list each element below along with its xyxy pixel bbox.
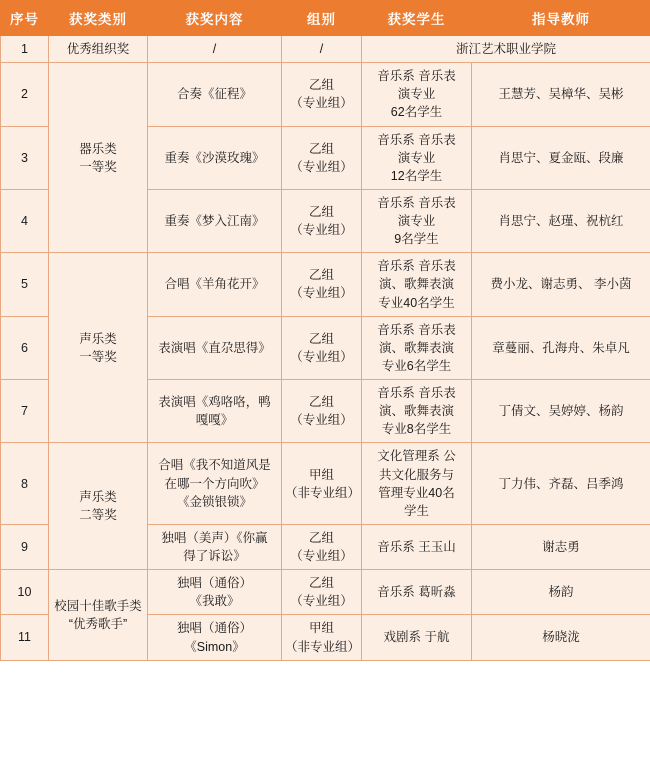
cell-award-content: 合唱《羊角花开》 (148, 253, 282, 316)
column-header-1: 获奖类别 (49, 1, 148, 36)
cell-group: 甲组 （非专业组） (282, 615, 362, 660)
cell-students: 音乐系 葛昕淼 (362, 570, 472, 615)
cell-group: 乙组 （专业组） (282, 570, 362, 615)
cell-sequence: 9 (1, 524, 49, 569)
column-header-5: 指导教师 (472, 1, 650, 36)
cell-award-content: 合奏《征程》 (148, 63, 282, 126)
cell-award-content: 重奏《沙漠玫瑰》 (148, 126, 282, 189)
cell-students: 音乐系 音乐表 演、歌舞表演 专业8名学生 (362, 380, 472, 443)
column-header-4: 获奖学生 (362, 1, 472, 36)
table-row (1, 36, 650, 63)
cell-sequence: 10 (1, 570, 49, 615)
cell-sequence: 2 (1, 63, 49, 126)
cell-sequence: 11 (1, 615, 49, 660)
cell-sequence: 6 (1, 316, 49, 379)
cell-students: 音乐系 音乐表 演、歌舞表演 专业6名学生 (362, 316, 472, 379)
cell-students: 浙江艺术职业学院 (362, 36, 650, 63)
cell-award-content: 独唱（通俗） 《我敢》 (148, 570, 282, 615)
cell-award-content: 重奏《梦入江南》 (148, 189, 282, 252)
cell-students: 音乐系 王玉山 (362, 524, 472, 569)
cell-teachers: 丁倩文、吴婷婷、杨韵 (472, 380, 650, 443)
cell-award-content: 独唱（通俗） 《Simon》 (148, 615, 282, 660)
cell-award-content: 表演唱《直尕思得》 (148, 316, 282, 379)
cell-sequence: 4 (1, 189, 49, 252)
cell-teachers: 费小龙、谢志勇、 李小茵 (472, 253, 650, 316)
cell-award-category: 器乐类 一等奖 (49, 63, 148, 253)
column-header-0: 序号 (1, 1, 49, 36)
cell-sequence: 5 (1, 253, 49, 316)
cell-sequence: 7 (1, 380, 49, 443)
cell-group: 乙组 （专业组） (282, 126, 362, 189)
cell-group: 乙组 （专业组） (282, 524, 362, 569)
cell-award-content: / (148, 36, 282, 63)
cell-teachers: 肖思宁、赵瑾、祝杭红 (472, 189, 650, 252)
cell-award-category: 声乐类 一等奖 (49, 253, 148, 443)
cell-sequence: 3 (1, 126, 49, 189)
table-row (1, 253, 650, 316)
table-row (1, 570, 650, 615)
table-body (1, 36, 650, 661)
cell-teachers: 王慧芳、吴樟华、吴彬 (472, 63, 650, 126)
cell-sequence: 8 (1, 443, 49, 525)
cell-students: 音乐系 音乐表 演专业 12名学生 (362, 126, 472, 189)
table-row (1, 443, 650, 525)
table-row (1, 63, 650, 126)
cell-group: 乙组 （专业组） (282, 189, 362, 252)
table-header-row (1, 1, 650, 36)
cell-group: 乙组 （专业组） (282, 253, 362, 316)
cell-group: 甲组 （非专业组） (282, 443, 362, 525)
cell-group: 乙组 （专业组） (282, 380, 362, 443)
cell-award-content: 表演唱《鸡咯咯，鸭 嘎嘎》 (148, 380, 282, 443)
column-header-3: 组别 (282, 1, 362, 36)
cell-teachers: 丁力伟、齐磊、吕季鸿 (472, 443, 650, 525)
cell-students: 文化管理系 公 共文化服务与 管理专业40名 学生 (362, 443, 472, 525)
cell-sequence: 1 (1, 36, 49, 63)
cell-students: 音乐系 音乐表 演专业 62名学生 (362, 63, 472, 126)
cell-award-category: 声乐类 二等奖 (49, 443, 148, 570)
cell-group: 乙组 （专业组） (282, 63, 362, 126)
cell-students: 音乐系 音乐表 演专业 9名学生 (362, 189, 472, 252)
cell-award-content: 独唱（美声）《你赢 得了诉讼》 (148, 524, 282, 569)
table-header (1, 1, 650, 36)
cell-award-category: 校园十佳歌手类 “优秀歌手” (49, 570, 148, 661)
cell-group: 乙组 （专业组） (282, 316, 362, 379)
cell-award-content: 合唱《我不知道风是 在哪一个方向吹》 《金锁银锁》 (148, 443, 282, 525)
cell-award-category: 优秀组织奖 (49, 36, 148, 63)
cell-teachers: 谢志勇 (472, 524, 650, 569)
cell-teachers: 杨晓泷 (472, 615, 650, 660)
cell-teachers: 肖思宁、夏金瓯、段廉 (472, 126, 650, 189)
cell-students: 音乐系 音乐表 演、歌舞表演 专业40名学生 (362, 253, 472, 316)
column-header-2: 获奖内容 (148, 1, 282, 36)
cell-teachers: 杨韵 (472, 570, 650, 615)
cell-teachers: 章蔓丽、孔海舟、朱卓凡 (472, 316, 650, 379)
cell-group: / (282, 36, 362, 63)
cell-students: 戏剧系 于航 (362, 615, 472, 660)
